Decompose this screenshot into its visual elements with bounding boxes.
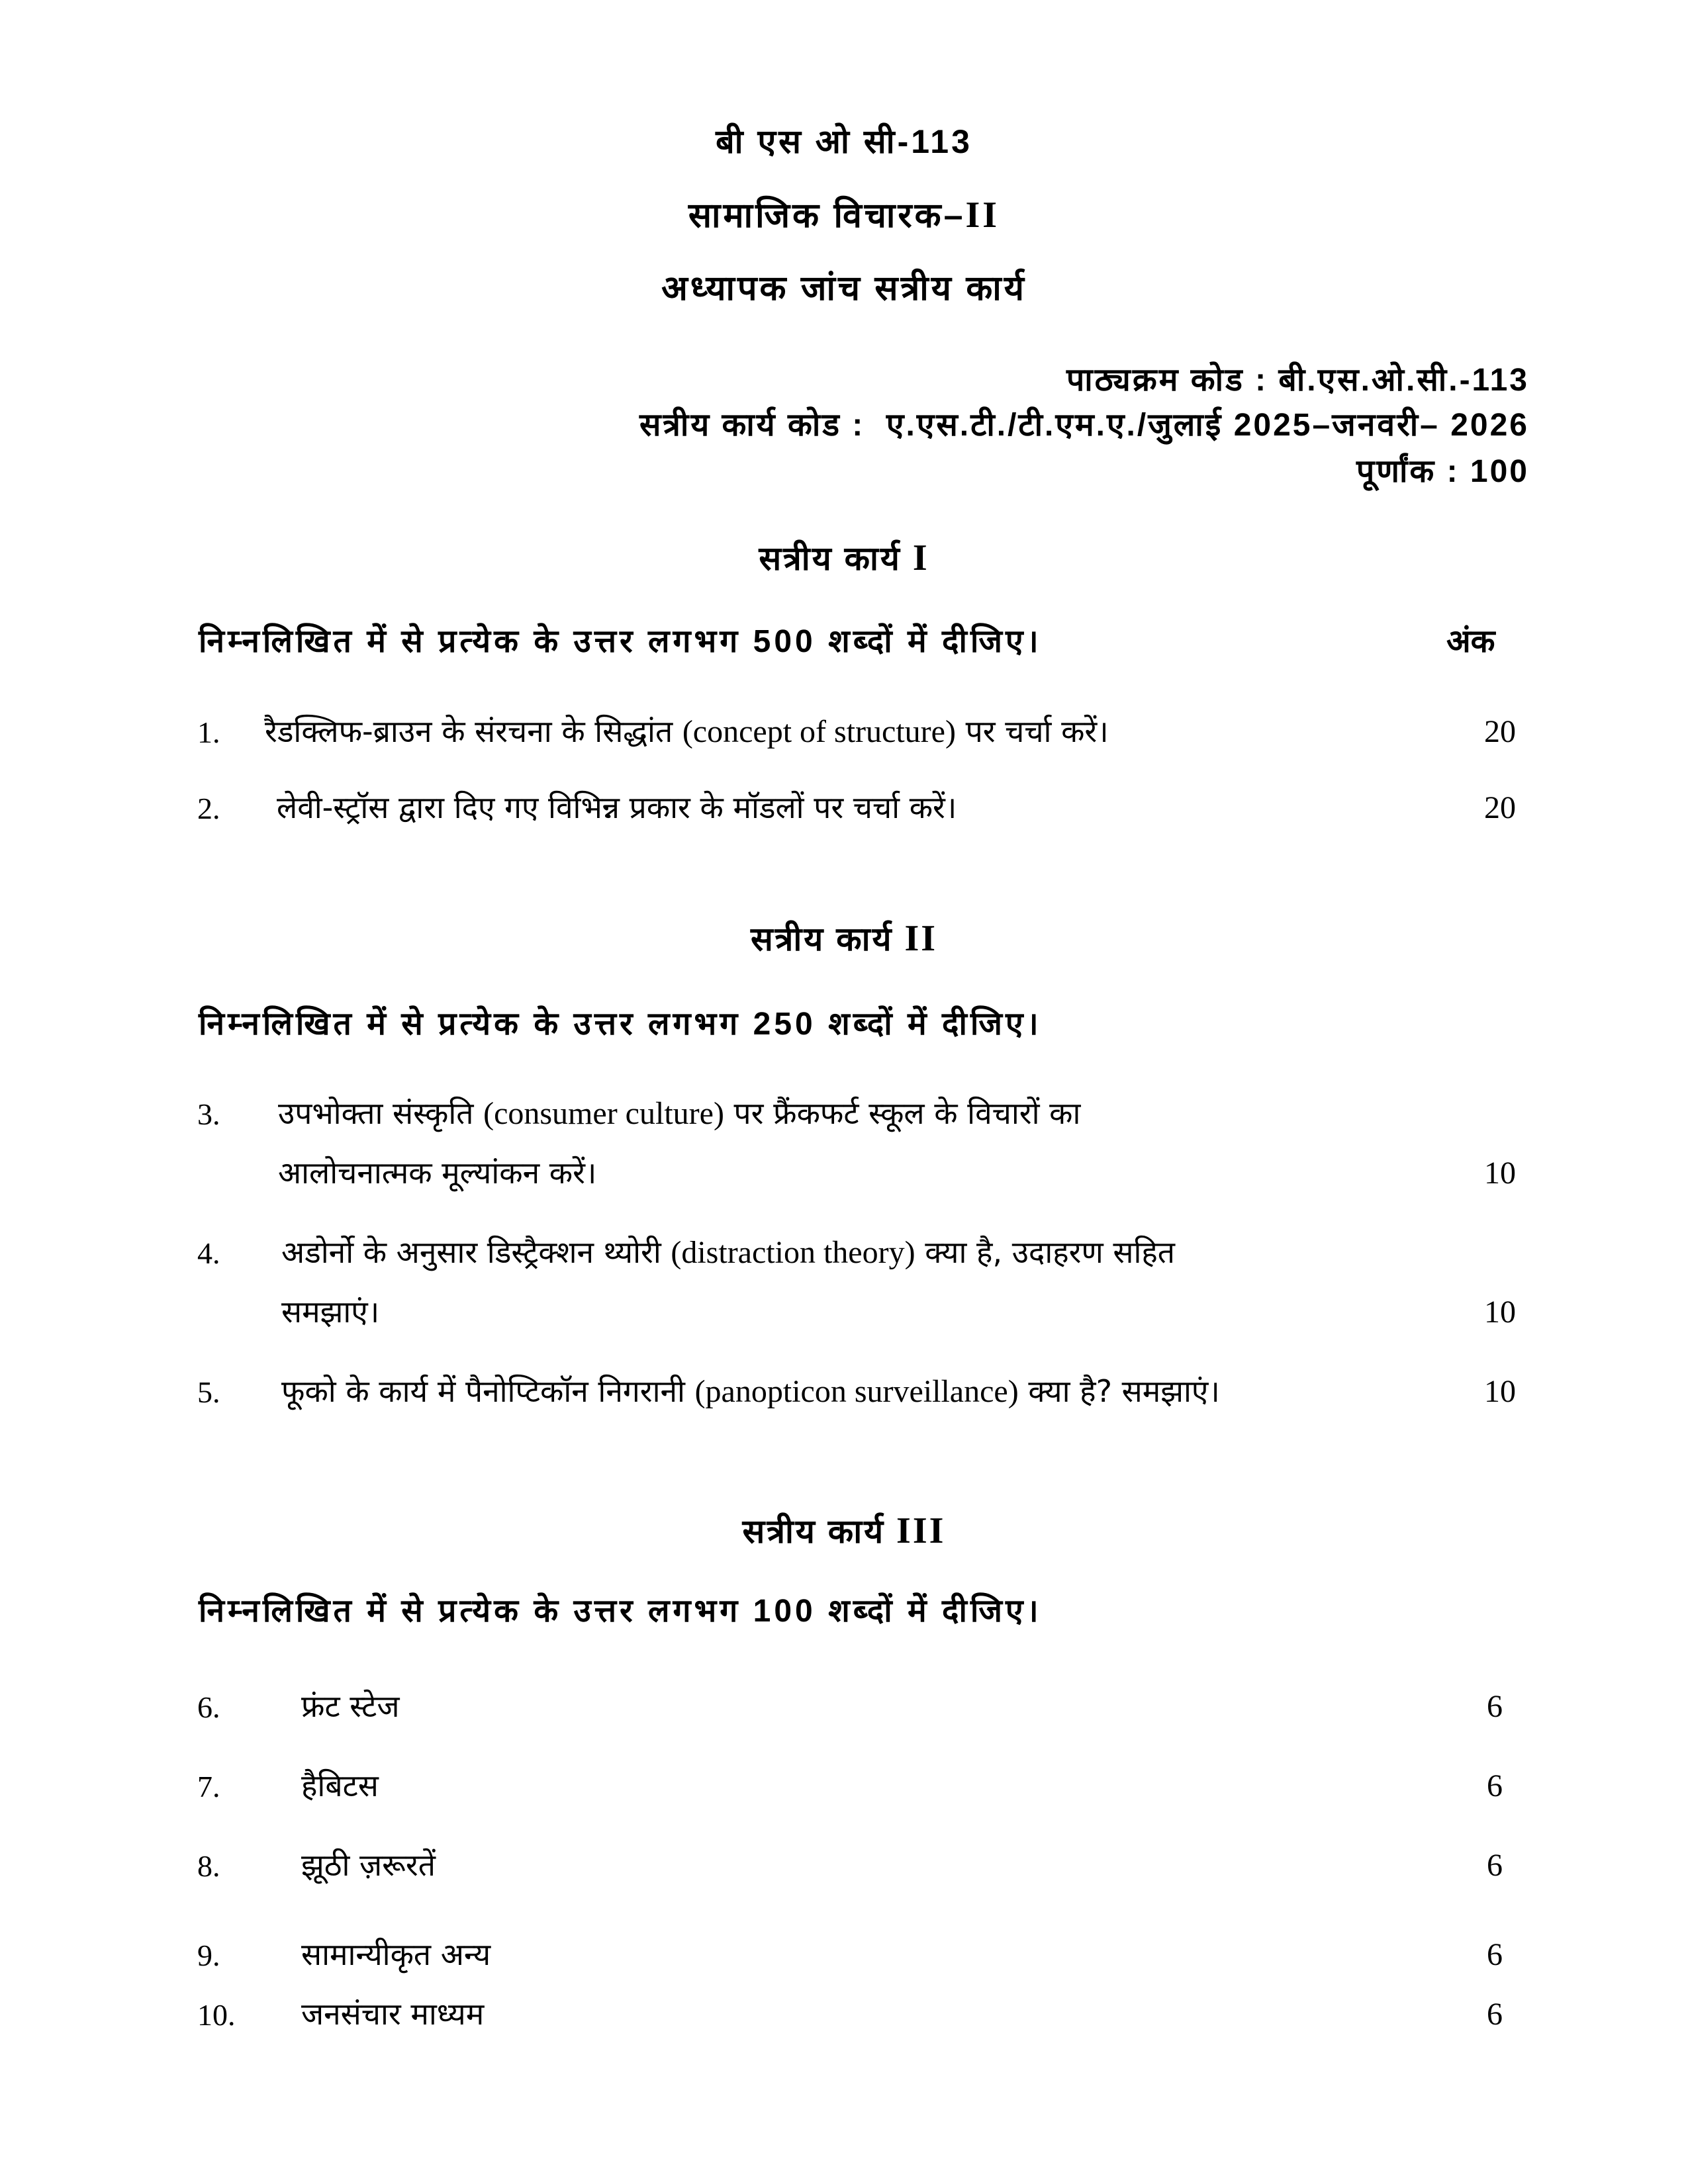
question-marks: 6 [1487, 1997, 1503, 2032]
section-roman-numeral: III [896, 1510, 946, 1551]
question-number: 4. [197, 1236, 220, 1270]
question-number: 9. [197, 1938, 220, 1972]
course-name [0, 191, 1688, 238]
section-heading-text: सत्रीय कार्य [759, 540, 902, 577]
question-text-hindi: पर चर्चा करें। [955, 713, 1109, 749]
section-heading-text: सत्रीय कार्य [750, 921, 894, 958]
question-text: सामान्यीकृत अन्य [301, 1936, 491, 1972]
question-number: 5. [197, 1375, 220, 1409]
course-name-roman: II [965, 195, 1000, 236]
question-marks: 10 [1484, 1295, 1516, 1330]
section-heading-2 [0, 915, 1688, 960]
question-text-english: (concept of structure) [682, 714, 956, 749]
question-marks: 20 [1484, 790, 1516, 825]
question-text-line-1 [281, 1231, 1175, 1272]
question-text [265, 710, 1109, 751]
question-text-hindi: अडोर्नो के अनुसार डिस्ट्रैक्शन थ्योरी [281, 1234, 671, 1270]
question-text-line-2: आलोचनात्मक मूल्यांकन करें। [278, 1155, 597, 1191]
question-number: 6. [197, 1690, 220, 1724]
section-heading-text: सत्रीय कार्य [742, 1513, 886, 1550]
question-marks: 6 [1487, 1848, 1503, 1883]
question-text-hindi: क्या है? समझाएं। [1018, 1373, 1220, 1409]
marks-column-header: अंक [1446, 624, 1495, 659]
section-heading-3 [0, 1508, 1688, 1553]
question-text: हैबिटस [301, 1768, 379, 1803]
question-marks: 6 [1487, 1768, 1503, 1803]
question-text-english: (consumer culture) [483, 1096, 724, 1131]
question-number: 1. [197, 715, 220, 749]
question-number: 8. [197, 1849, 220, 1883]
document-title: अध्यापक जांच सत्रीय कार्य [661, 269, 1027, 308]
question-text-english: (distraction theory) [671, 1235, 915, 1270]
section-heading-1 [0, 535, 1688, 580]
course-code-line: पाठ्यक्रम कोड : बी.एस.ओ.सी.-113 [1066, 363, 1529, 398]
question-marks: 10 [1484, 1156, 1516, 1191]
question-text: झूठी ज़रूरतें [301, 1847, 436, 1883]
question-number: 10. [197, 1998, 236, 2032]
question-number: 2. [197, 792, 220, 825]
question-marks: 6 [1487, 1689, 1503, 1724]
question-text-hindi: रैडक्लिफ-ब्राउन के संरचना के सिद्धांत [265, 713, 682, 749]
question-text-english: (panopticon surveillance) [694, 1374, 1019, 1409]
question-text: फ्रंट स्टेज [301, 1688, 400, 1724]
question-marks: 6 [1487, 1937, 1503, 1972]
section-roman-numeral: I [912, 537, 929, 578]
question-marks: 10 [1484, 1374, 1516, 1409]
course-name-text: सामाजिक विचारक– [688, 197, 966, 235]
question-text-line-2: समझाएं। [281, 1294, 380, 1330]
question-text: लेवी-स्ट्रॉस द्वारा दिए गए विभिन्न प्रकार के मॉडलों पर चर्चा करें। [277, 790, 957, 825]
question-marks: 20 [1484, 714, 1516, 749]
question-text-hindi: पर फ्रैंकफर्ट स्कूल के विचारों का [724, 1095, 1081, 1131]
section-2-instruction: निम्नलिखित में से प्रत्येक के उत्तर लगभग 250 शब्दों में दीजिए। [199, 1007, 1042, 1042]
course-code-title: बी एस ओ सी-113 [716, 123, 972, 160]
question-number: 3. [197, 1097, 220, 1131]
assignment-code-line: सत्रीय कार्य कोड : ए.एस.टी./टी.एम.ए./जुलाई 2025–जनवरी– 2026 [639, 408, 1529, 443]
question-text-hindi: फूको के कार्य में पैनोप्टिकॉन निगरानी [281, 1373, 695, 1409]
question-text-hindi: उपभोक्ता संस्कृति [278, 1095, 484, 1131]
question-text: जनसंचार माध्यम [301, 1996, 485, 2032]
section-3-instruction: निम्नलिखित में से प्रत्येक के उत्तर लगभग 100 शब्दों में दीजिए। [199, 1594, 1042, 1629]
section-roman-numeral: II [904, 918, 938, 959]
max-marks-line: पूर्णांक : 100 [1356, 454, 1529, 489]
question-text-line-1 [278, 1092, 1080, 1133]
question-number: 7. [197, 1770, 220, 1803]
question-text [281, 1370, 1220, 1411]
section-1-instruction: निम्नलिखित में से प्रत्येक के उत्तर लगभग 500 शब्दों में दीजिए। [199, 624, 1042, 659]
question-text-hindi: क्या है, उदाहरण सहित [915, 1234, 1176, 1270]
